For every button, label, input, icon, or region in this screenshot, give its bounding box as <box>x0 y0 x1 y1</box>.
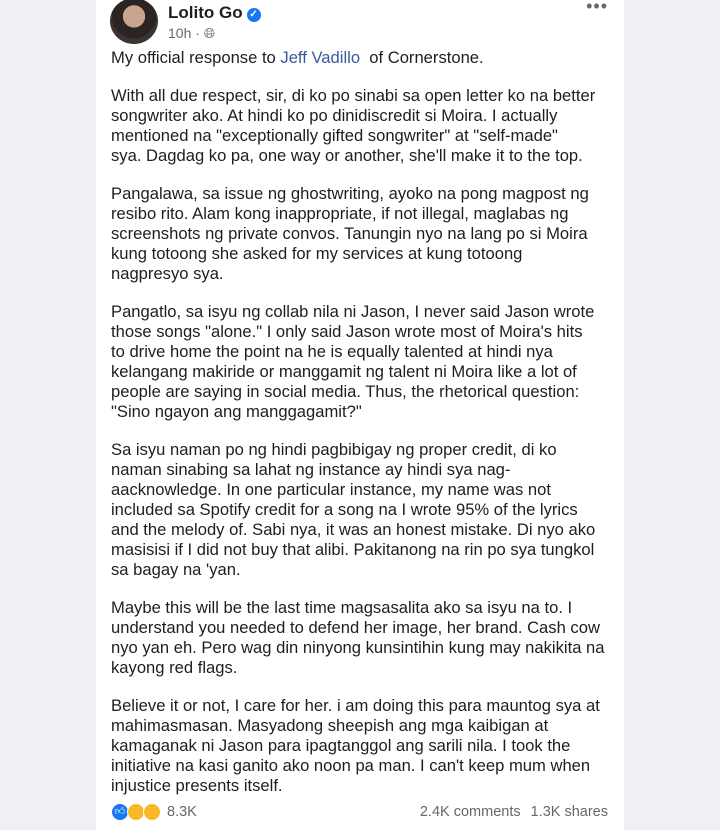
paragraph-line: kamaganak ni Jason para ipagtanggol ang sarili nila. I took the <box>111 736 571 755</box>
paragraph-line: masisisi if I did not buy that alibi. Pakitanong na rin po sya tungkol <box>111 540 595 559</box>
paragraph-line: to drive home the point na he is equally talented at hindi nya <box>111 342 553 361</box>
paragraph-line: kung totoong she asked for my services at kung totoong <box>111 244 523 263</box>
paragraph-line: initiative na kasi ganito ako noon pa man. I can't keep mum when <box>111 756 591 775</box>
verified-badge-icon: ✓ <box>247 8 261 22</box>
paragraph-line: songwriter ako. At hindi ko po dinidiscredit si Moira. I actually <box>111 106 558 125</box>
like-reaction-icon[interactable]: 👍︎ <box>111 803 129 821</box>
intro-text-end: of Cornerstone. <box>360 48 484 67</box>
paragraph-line: sya. Dagdag ko pa, one way or another, she'll make it to the top. <box>111 146 583 165</box>
paragraph-line: and the melody of. Sabi nya, it was an honest mistake. Di nyo ako <box>111 520 596 539</box>
shares-count[interactable]: 1.3K shares <box>530 804 608 820</box>
reactions-count[interactable]: 8.3K <box>167 804 197 820</box>
paragraph-line: included sa Spotify credit for a song na I wrote 95% of the lyrics <box>111 500 578 519</box>
paragraph-line: resibo rito. Alam kong inappropriate, if not illegal, maglabas ng <box>111 204 569 223</box>
separator: · <box>195 25 200 41</box>
intro-text: My official response to <box>111 48 281 67</box>
paragraph-line: Pangalawa, sa issue ng ghostwriting, ayoko na pong magpost ng <box>111 184 589 203</box>
paragraph-line: aacknowledge. In one particular instance, my name was not <box>111 480 551 499</box>
comments-count[interactable]: 2.4K comments <box>419 804 521 820</box>
post-paragraph <box>111 184 624 284</box>
intro-paragraph <box>111 48 624 68</box>
post-time[interactable]: 10h <box>168 25 192 41</box>
author-row <box>168 3 261 23</box>
paragraph-line: Maybe this will be the last time magsasalita ako sa isyu na to. I <box>111 598 573 617</box>
post-paragraph <box>111 302 624 422</box>
post-card <box>96 0 624 830</box>
post-paragraph <box>111 598 624 678</box>
paragraph-line: mahimasmasan. Masyadong sheepish ang mga kaibigan at <box>111 716 549 735</box>
paragraphs <box>111 86 624 796</box>
paragraph-line: kayong red flags. <box>111 658 238 677</box>
paragraph-line: screenshots ng private convos. Tanungin nyo na lang po si Moira <box>111 224 588 243</box>
paragraph-line: those songs "alone." I only said Jason wrote most of Moira's hits <box>111 322 583 341</box>
paragraph-line: understand you needed to defend her image, her brand. Cash cow <box>111 618 600 637</box>
paragraph-line: Pangatlo, sa isyu ng collab nila ni Jason, I never said Jason wrote <box>111 302 595 321</box>
paragraph-line: nagpresyo sya. <box>111 264 224 283</box>
paragraph-line: Sa isyu naman po ng hindi pagbibigay ng proper credit, di ko <box>111 440 557 459</box>
post-paragraph <box>111 86 624 166</box>
paragraph-line: nyo yan eh. Pero wag din ninyong kunsintihin kung may nakikita na <box>111 638 605 657</box>
more-options-icon[interactable]: ••• <box>586 0 608 16</box>
post-paragraph <box>111 696 624 796</box>
post-paragraph <box>111 440 624 580</box>
post-footer <box>111 802 608 826</box>
paragraph-line: "Sino ngayon ang manggagamit?" <box>111 402 362 421</box>
post-meta <box>168 25 215 42</box>
paragraph-line: injustice presents itself. <box>111 776 283 795</box>
paragraph-line: With all due respect, sir, di ko po sinabi sa open letter ko na better <box>111 86 596 105</box>
paragraph-line: sa bagay na 'yan. <box>111 560 241 579</box>
post-body <box>111 48 624 796</box>
paragraph-line: naman sinabing sa lahat ng instance ay hindi sya nag- <box>111 460 511 479</box>
avatar[interactable] <box>110 0 158 44</box>
paragraph-line: Believe it or not, I care for her. i am doing this para mauntog sya at <box>111 696 600 715</box>
author-name[interactable]: Lolito Go <box>168 3 243 22</box>
mention-link[interactable]: Jeff Vadillo <box>280 48 361 67</box>
paragraph-line: people are saying in social media. Thus, the rhetorical question: <box>111 382 580 401</box>
globe-icon: 🌐︎ <box>203 25 216 41</box>
paragraph-line: mentioned na "exceptionally gifted songwriter" at "self-made" <box>111 126 558 145</box>
paragraph-line: kelangang makiride or manggamit ng talent ni Moira like a lot of <box>111 362 577 381</box>
wow-reaction-icon[interactable] <box>143 803 161 821</box>
